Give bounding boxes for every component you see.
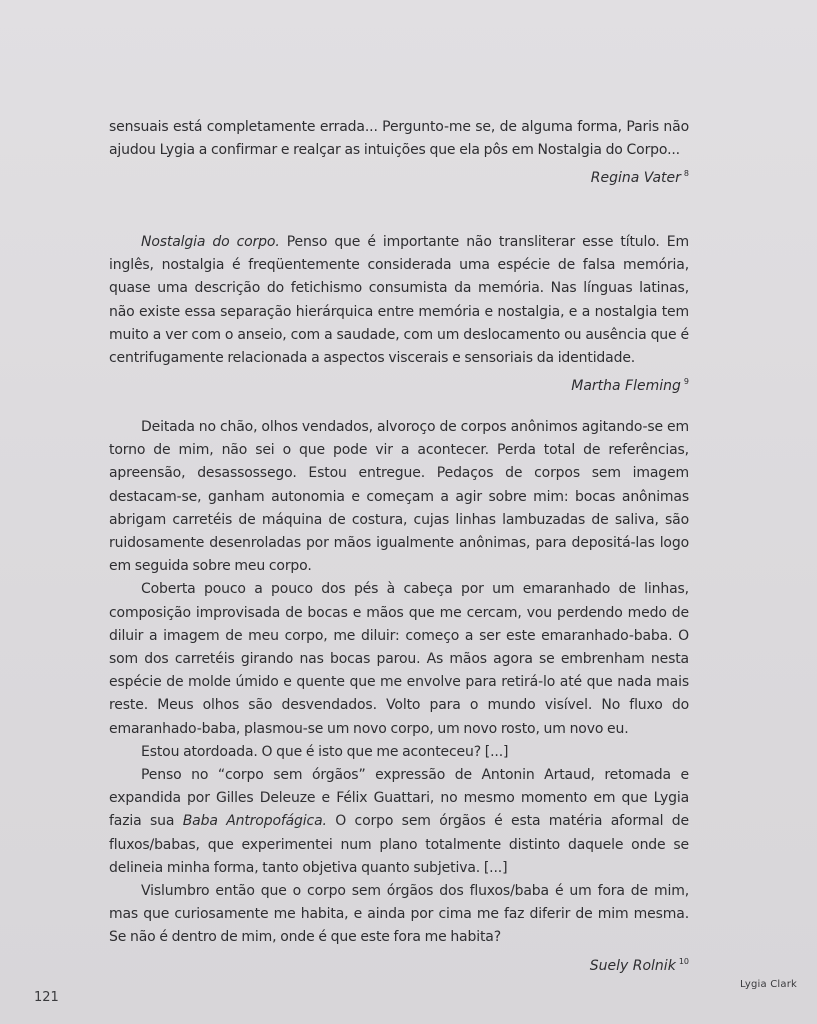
- author-name: Martha Fleming: [571, 378, 681, 395]
- paragraph-1: Deitada no chão, olhos vendados, alvoroço de corpos anônimos agitando-se em torno de mim, não sei o que pode vir a acontecer. Perda total de referências, apreensão, desassossego. Estou entregue. Pedaços de corpos sem imagem destacam-se, ganham autonomia e começam a agir sobre mim: bocas anônimas abrigam carretéis de máquina de costura, cujas linhas lambuzadas de saliva, são ruidosamente desenroladas por mãos igualmente anônimas, para depositá-las logo em seguida sobre meu corpo.: [109, 419, 689, 575]
- paragraph-3: Estou atordoada. O que é isto que me aconteceu? [...]: [141, 743, 509, 760]
- paragraph-4-part-a: Penso no “corpo sem órgãos” expressão de Antonin Artaud, retomada e expandida por Gilles Deleuze e Félix Guattari, no mesmo momento em que Lygia fazia sua: [109, 767, 689, 830]
- italic-title: Nostalgia do corpo.: [141, 234, 280, 250]
- author-name: Suely Rolnik: [589, 957, 676, 974]
- running-head: Lygia Clark: [740, 979, 797, 990]
- author-name: Regina Vater: [590, 170, 681, 187]
- quote-author: [109, 162, 689, 190]
- footnote-ref: 9: [683, 377, 689, 387]
- paragraph-5: Vislumbro então que o corpo sem órgãos dos fluxos/baba é um fora de mim, mas que curiosamente me habita, e ainda por cima me faz diferir de mim mesma. Se não é dentro de mim, onde é que este fora me habita?: [109, 883, 689, 946]
- quote-author: [109, 950, 689, 978]
- quote-text: [109, 231, 689, 370]
- page-number: 121: [34, 990, 59, 1005]
- quote-suely-rolnik: [109, 416, 689, 978]
- footnote-ref: 8: [683, 169, 689, 179]
- paragraph-4-part-b: O corpo sem órgãos é esta matéria aformal de fluxos/babas, que experimentei num plano totalmente distinto daquele onde se delineia minha forma, tanto objetiva quanto subjetiva. [...]: [109, 813, 689, 876]
- quote-regina-vater: [109, 116, 689, 190]
- paragraph-4: [109, 764, 689, 880]
- quote-text: sensuais está completamente errada... Pergunto-me se, de alguma forma, Paris não ajudou Lygia a confirmar e realçar as intuições que ela pôs em Nostalgia do Corpo...: [109, 119, 689, 159]
- quote-martha-fleming: [109, 231, 689, 398]
- paragraph-2: Coberta pouco a pouco dos pés à cabeça por um emaranhado de linhas, composição improvisada de bocas e mãos que me cercam, vou perdendo medo de diluir a imagem de meu corpo, me diluir: começo a ser este emaranhado-baba. O som dos carretéis girando nas bocas parou. As mãos agora se embrenham nesta espécie de molde úmido e quente que me envolve para retirá-lo até que nada mais reste. Meus olhos são desvendados. Volto para o mundo visível. No fluxo do emaranhado-baba, plasmou-se um novo corpo, um novo rosto, um novo eu.: [109, 581, 689, 737]
- quote-author: [109, 370, 689, 398]
- paragraph-4-italic: Baba Antropofágica.: [182, 813, 327, 830]
- footnote-ref: 10: [678, 956, 689, 966]
- quote-body: Penso que é importante não transliterar esse título. Em inglês, nostalgia é freqüentemente considerada uma espécie de falsa memória, quase uma descrição do fetichismo consumista da memória. Nas línguas latinas, não existe essa separação hierárquica entre memória e nostalgia, e a nostalgia tem muito a ver com o anseio, com a saudade, com um deslocamento ou ausência que é centrifugamente relacionada a aspectos viscerais e sensoriais da identidade.: [109, 234, 689, 367]
